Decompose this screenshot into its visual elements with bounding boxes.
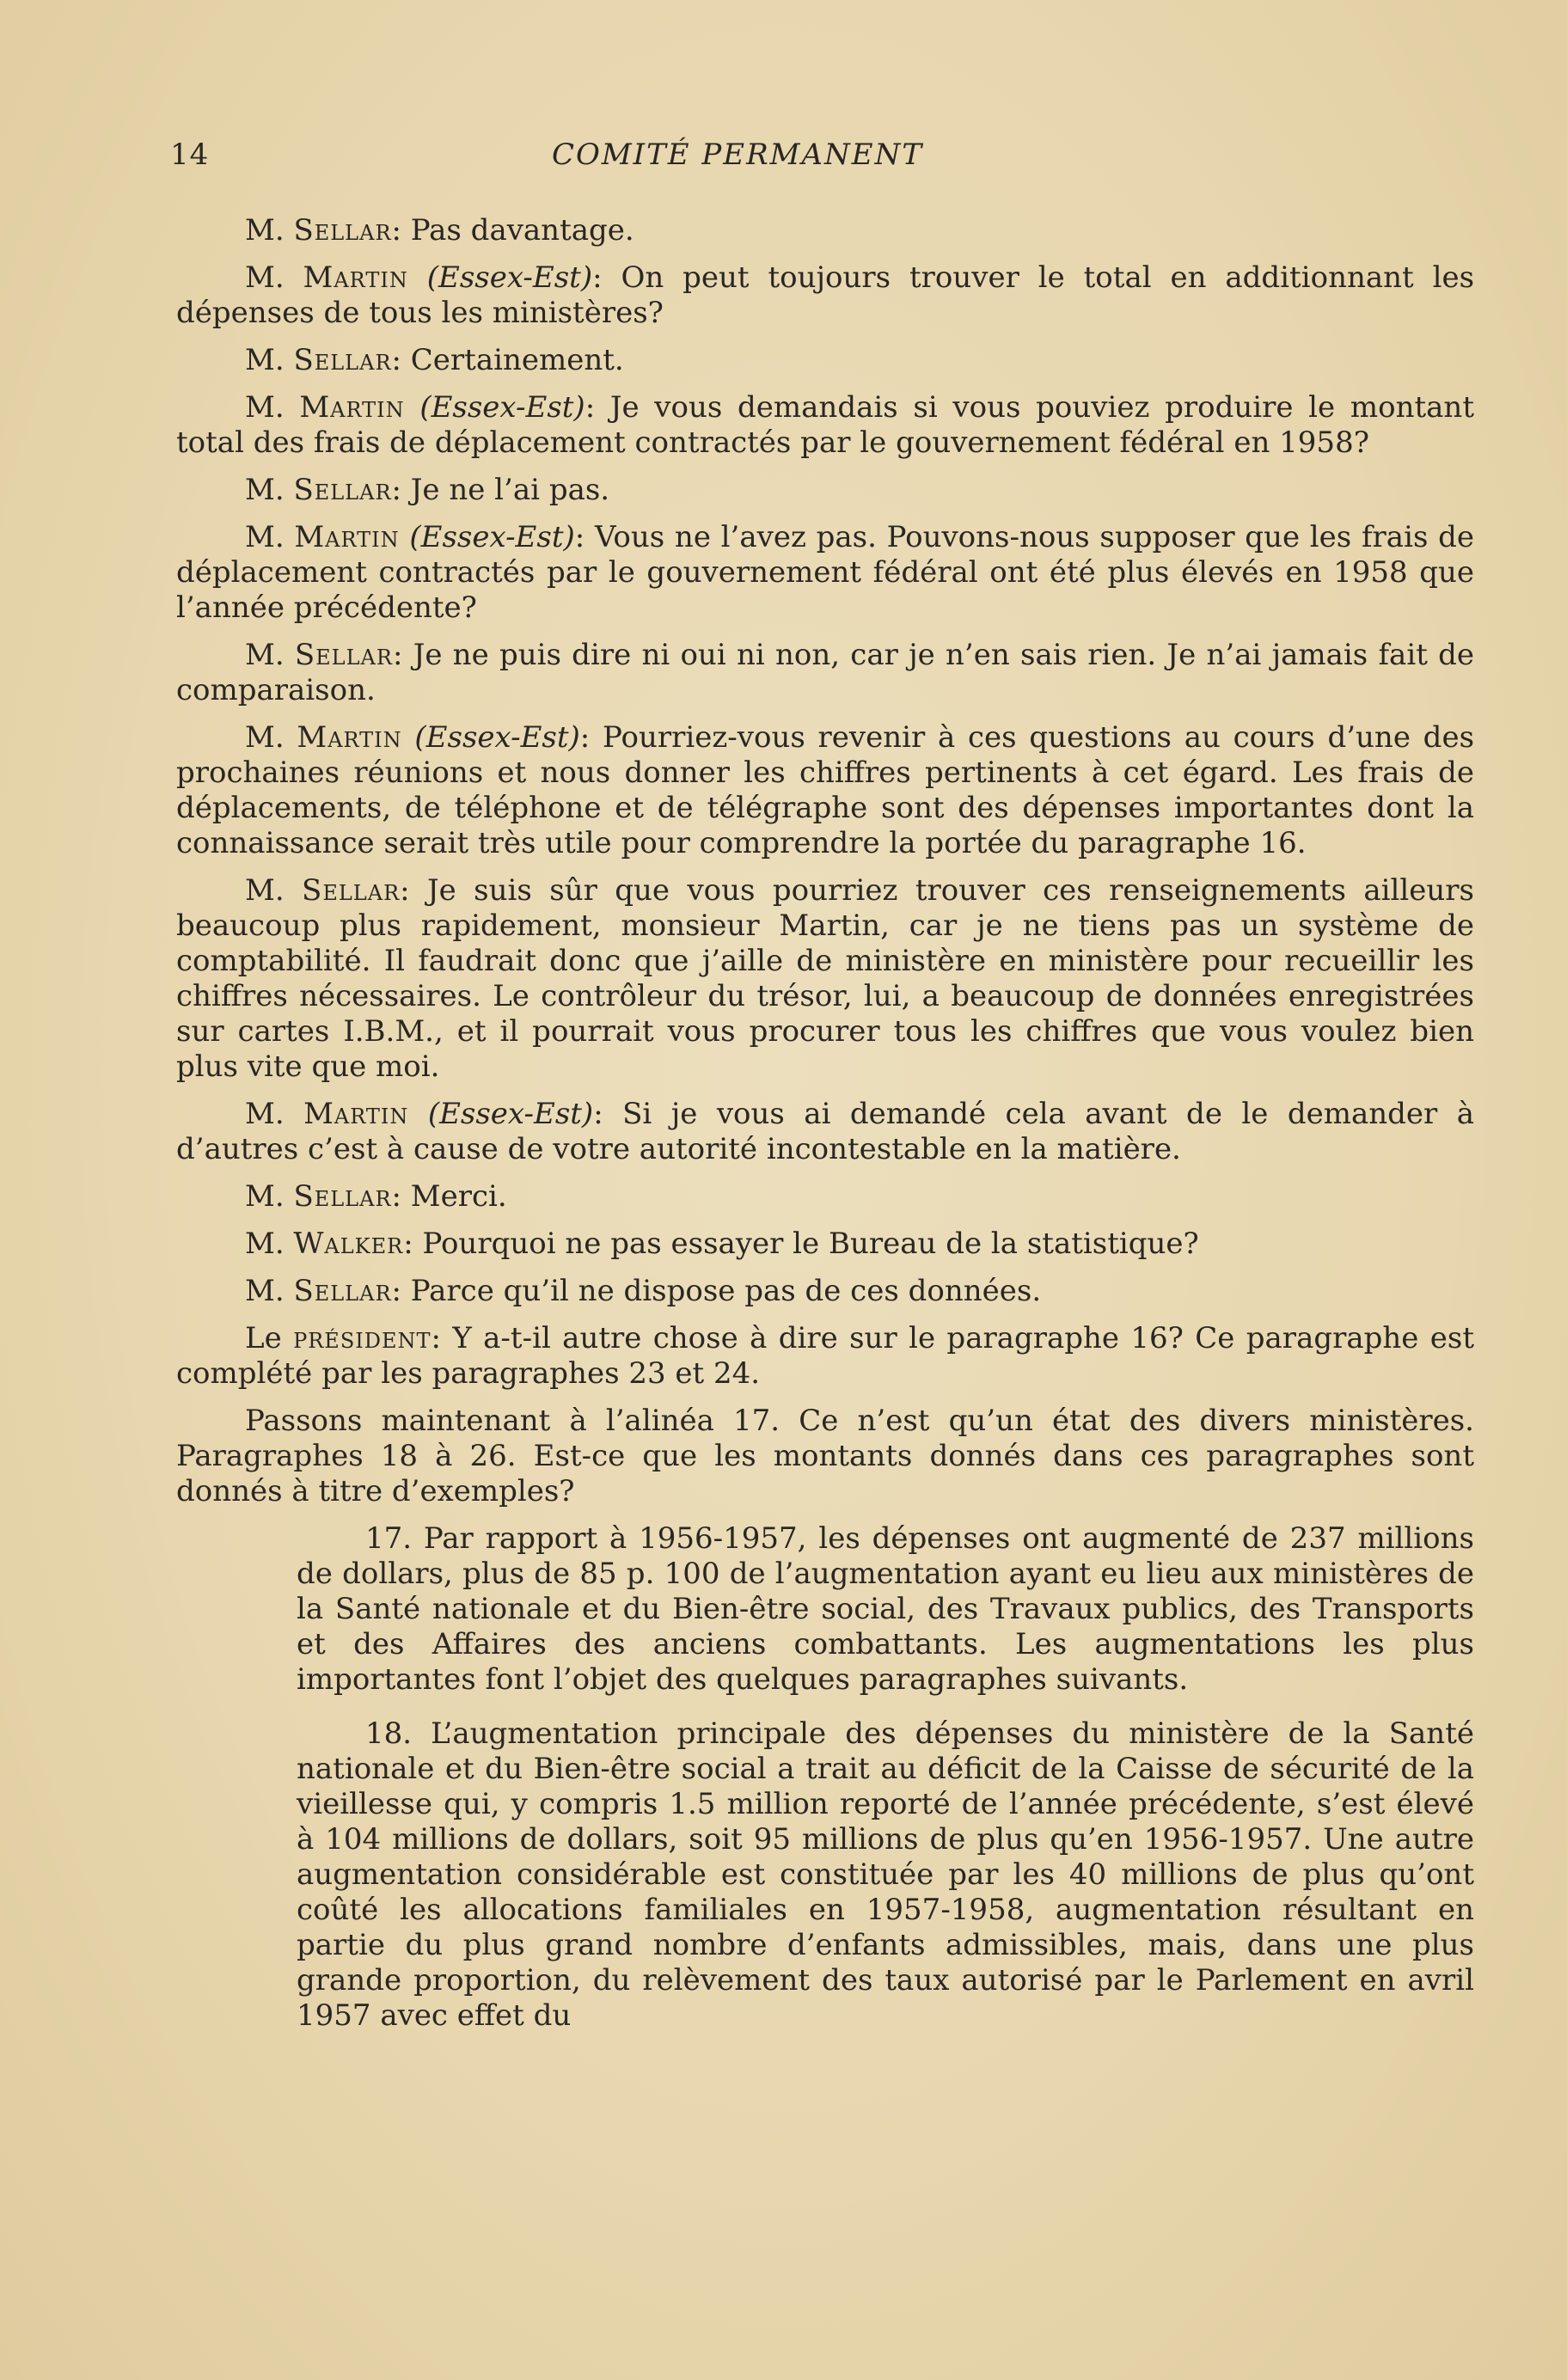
speaker-name: Martin xyxy=(303,1097,409,1131)
exchange-text: Pourriez-vous revenir à ces questions au cours d’une des prochaines réunions et nous donner les chiffres pertinents à cet égard. Les frais de déplacements, de téléphone et de télégraphe sont des dépenses importantes dont la connaissance serait très utile pour comprendre la portée du paragraphe 16. xyxy=(176,720,1475,860)
exchange-text: Je suis sûr que vous pourriez trouver ces renseignements ailleurs beaucoup plus rapidement, monsieur Martin, car je ne tiens pas un système de comptabilité. Il faudrait donc que j’aille de ministère en ministère pour recueillir les chiffres nécessaires. Le contrôleur du trésor, lui, a beaucoup de données enregistrées sur cartes I.B.M., et il pourrait vous procurer tous les chiffres que vous voulez bien plus vite que moi. xyxy=(176,873,1475,1084)
exchange-paragraph: M. Sellar: Certainement. xyxy=(245,343,624,377)
exchange-text: Parce qu’il ne dispose pas de ces données. xyxy=(410,1274,1042,1308)
speaker-prefix: M. xyxy=(245,720,285,755)
exchange-text: Merci. xyxy=(410,1179,507,1214)
exchange-paragraph: M. Sellar: Je suis sûr que vous pourriez trouver ces renseignements ailleurs beaucoup plus rapidement, monsieur Martin, car je ne tiens pas un système de comptabilité. Il faudrait donc que j’aille de ministère en ministère pour recueillir les chiffres nécessaires. Le contrôleur du trésor, lui, a beaucoup de données enregistrées sur cartes I.B.M., et il pourrait vous procurer tous les chiffres que vous voulez bien plus vite que moi. xyxy=(176,873,1475,1084)
exchange-text: Si je vous ai demandé cela avant de le demander à d’autres c’est à cause de votre autorité incontestable en la matière. xyxy=(176,1097,1474,1166)
speaker-prefix: M. xyxy=(245,260,285,295)
speaker-riding: (Essex-Est) xyxy=(409,520,575,554)
speaker-name: Sellar xyxy=(293,343,392,377)
speaker-prefix: M. xyxy=(245,1097,285,1131)
speaker-prefix: M. xyxy=(245,213,285,248)
narration-paragraph: Passons maintenant à l’alinéa 17. Ce n’est qu’un état des divers ministères. Paragraphes 18 à 26. Est-ce que les montants donnés dans ces paragraphes sont donnés à titre d’exemples? xyxy=(176,1404,1474,1508)
speaker-name: président xyxy=(293,1321,432,1355)
exchange-paragraph: M. Sellar: Je ne puis dire ni oui ni non, car je n’en sais rien. Je n’ai jamais fait de comparaison. xyxy=(176,638,1475,707)
exchange-text: On peut toujours trouver le total en additionnant les dépenses de tous les ministères? xyxy=(176,260,1475,330)
exchange-paragraph: M. Sellar: Merci. xyxy=(245,1179,507,1214)
speaker-prefix: M. xyxy=(245,343,285,377)
speaker-riding: (Essex-Est) xyxy=(426,260,593,295)
exchange-paragraph: M. Martin (Essex-Est): Je vous demandais si vous pouviez produire le montant total des frais de déplacement contractés par le gouvernement fédéral en 1958? xyxy=(176,390,1474,460)
speaker-name: Martin xyxy=(294,520,400,554)
exchange-text: Vous ne l’avez pas. Pouvons-nous supposer que les frais de déplacement contractés par le gouvernement fédéral ont été plus élevés en 1958 que l’année précédente? xyxy=(176,520,1475,625)
quoted-paragraph: 17. Par rapport à 1956-1957, les dépenses ont augmenté de 237 millions de dollars, plus de 85 p. 100 de l’augmentation ayant eu lieu aux ministères de la Santé nationale et du Bien-être social, des Travaux publics, des Transports et des Affaires des anciens combattants. Les augmentations les plus importantes font l’objet des quelques paragraphes suivants. xyxy=(297,1521,1474,1697)
speaker-name: Sellar xyxy=(293,473,392,507)
exchange-text: Pas davantage. xyxy=(410,213,634,248)
speaker-prefix: M. xyxy=(245,1227,285,1261)
page-number: 14 xyxy=(170,138,210,172)
speaker-name: Sellar xyxy=(294,638,393,672)
speaker-prefix: M. xyxy=(245,390,285,425)
speaker-prefix: M. xyxy=(245,1274,285,1308)
exchange-text: Certainement. xyxy=(410,343,624,377)
speaker-prefix: M. xyxy=(245,638,285,672)
speaker-name: Martin xyxy=(303,260,408,295)
exchange-text: Je ne puis dire ni oui ni non, car je n’en sais rien. Je n’ai jamais fait de comparaison. xyxy=(176,638,1475,707)
exchange-paragraph: M. Martin (Essex-Est): On peut toujours trouver le total en additionnant les dépenses de tous les ministères? xyxy=(176,260,1475,330)
speaker-name: Walker xyxy=(293,1227,404,1261)
speaker-prefix: Le xyxy=(245,1321,282,1355)
running-head xyxy=(170,138,1477,186)
running-head-title: COMITÉ PERMANENT xyxy=(551,138,924,172)
exchange-paragraph: M. Martin (Essex-Est): Si je vous ai demandé cela avant de le demander à d’autres c’est à cause de votre autorité incontestable en la matière. xyxy=(176,1097,1474,1166)
exchange-text: Pourquoi ne pas essayer le Bureau de la statistique? xyxy=(422,1227,1199,1261)
speaker-prefix: M. xyxy=(245,473,285,507)
exchange-text: Y a-t-il autre chose à dire sur le paragraphe 16? Ce paragraphe est complété par les paragraphes 23 et 24. xyxy=(176,1321,1475,1391)
speaker-prefix: M. xyxy=(245,1179,285,1214)
exchange-paragraph: M. Sellar: Parce qu’il ne dispose pas de ces données. xyxy=(245,1274,1042,1308)
speaker-name: Sellar xyxy=(293,213,392,248)
speaker-name: Martin xyxy=(297,720,402,755)
exchange-paragraph: M. Walker: Pourquoi ne pas essayer le Bureau de la statistique? xyxy=(245,1227,1199,1261)
body-text xyxy=(176,213,1474,2053)
speaker-prefix: M. xyxy=(245,873,285,908)
speaker-name: Martin xyxy=(299,390,405,425)
exchange-paragraph: M. Sellar: Pas davantage. xyxy=(245,213,634,248)
exchange-paragraph: M. Martin (Essex-Est): Vous ne l’avez pas. Pouvons-nous supposer que les frais de déplacement contractés par le gouvernement fédéral ont été plus élevés en 1958 que l’année précédente? xyxy=(176,520,1475,625)
speaker-riding: (Essex-Est) xyxy=(419,390,585,425)
exchange-paragraph: M. Martin (Essex-Est): Pourriez-vous revenir à ces questions au cours d’une des prochaines réunions et nous donner les chiffres pertinents à cet égard. Les frais de déplacements, de téléphone et de télégraphe sont des dépenses importantes dont la connaissance serait très utile pour comprendre la portée du paragraphe 16. xyxy=(176,720,1475,860)
exchange-text: Je vous demandais si vous pouviez produire le montant total des frais de déplacement contractés par le gouvernement fédéral en 1958? xyxy=(176,390,1474,460)
speaker-riding: (Essex-Est) xyxy=(427,1097,594,1131)
exchange-paragraph: M. Sellar: Je ne l’ai pas. xyxy=(245,473,610,507)
quoted-paragraph: 18. L’augmentation principale des dépenses du ministère de la Santé nationale et du Bien-être social a trait au déficit de la Caisse de sécurité de la vieillesse qui, y compris 1.5 million reporté de l’année précédente, s’est élevé à 104 millions de dollars, soit 95 millions de plus qu’en 1956-1957. Une autre augmentation considérable est constituée par les 40 millions de plus qu’ont coûté les allocations familiales en 1957-1958, augmentation résultant en partie du plus grand nombre d’enfants admissibles, mais, dans une plus grande proportion, du relèvement des taux autorisé par le Parlement en avril 1957 avec effet du xyxy=(297,1716,1474,2033)
speaker-name: Sellar xyxy=(293,1179,392,1214)
speaker-prefix: M. xyxy=(245,520,285,554)
speaker-riding: (Essex-Est) xyxy=(414,720,580,755)
exchange-text: Je ne l’ai pas. xyxy=(410,473,610,507)
exchange-paragraph: Le président: Y a-t-il autre chose à dire sur le paragraphe 16? Ce paragraphe est complété par les paragraphes 23 et 24. xyxy=(176,1321,1475,1391)
speaker-name: Sellar xyxy=(302,873,401,908)
speaker-name: Sellar xyxy=(293,1274,392,1308)
